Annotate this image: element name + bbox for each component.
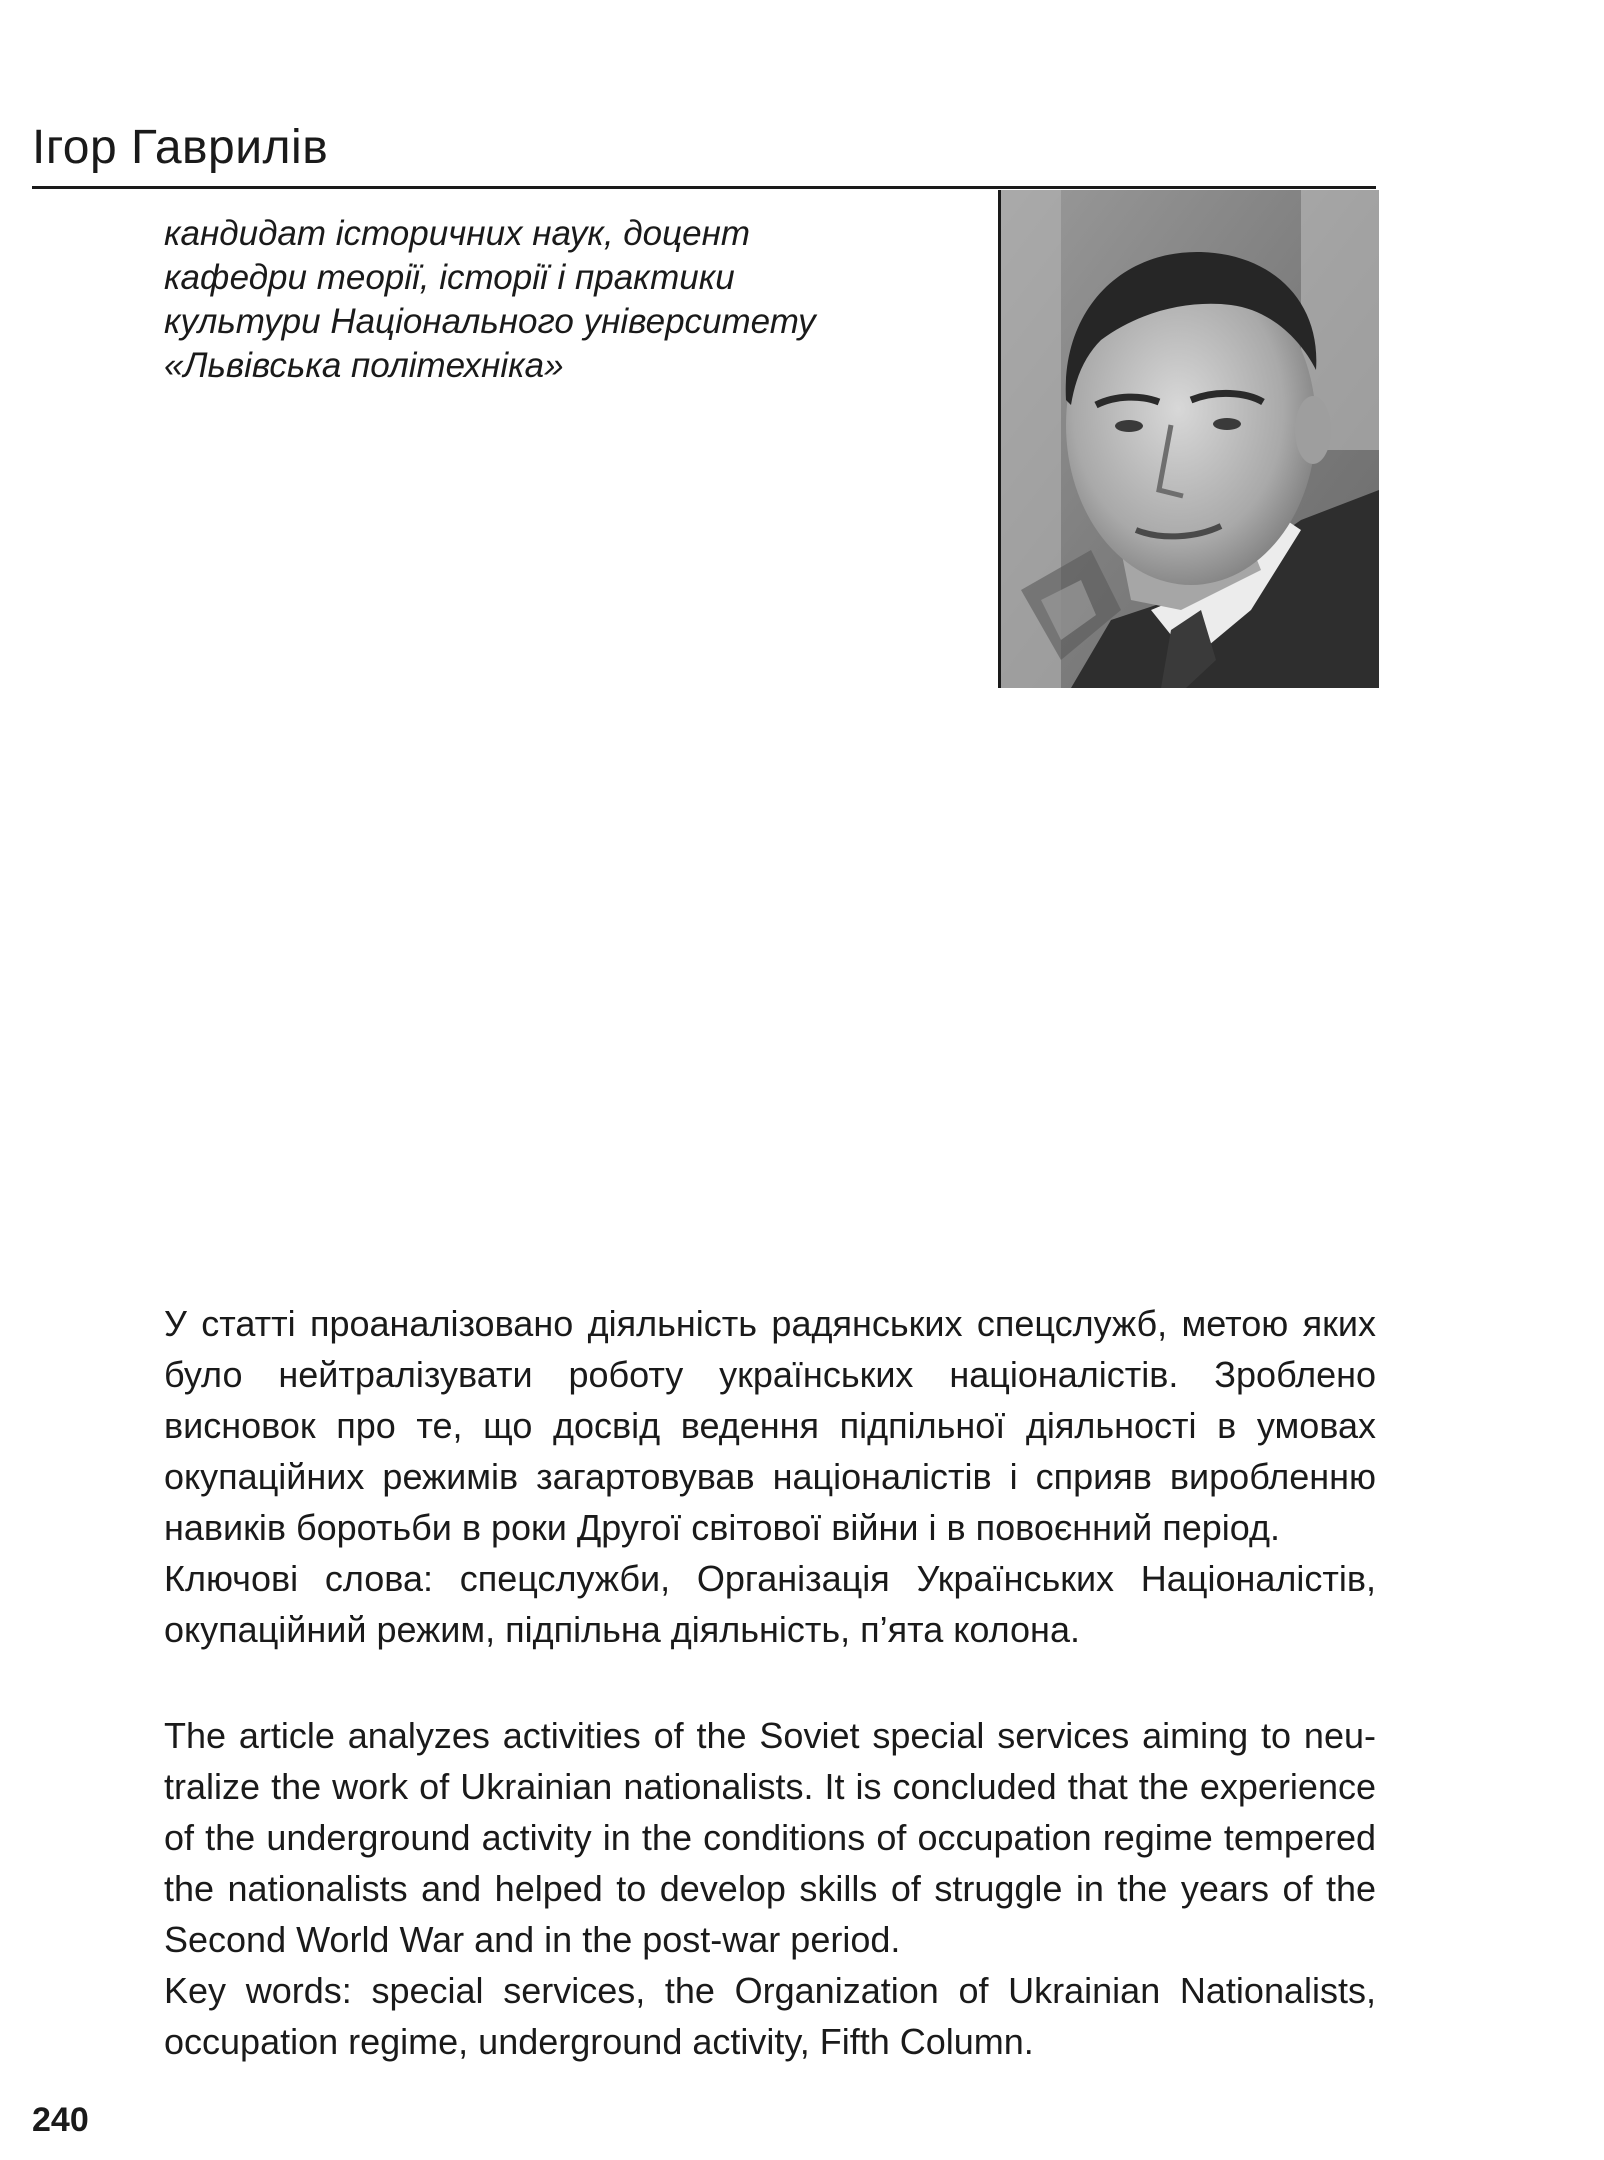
affiliation-line: кандидат історичних наук, доцент xyxy=(164,214,750,253)
abstract-english xyxy=(164,1710,1376,2067)
abstract-text: У статті проаналізовано діяльність радянських спецслужб, метою яких було нейтралізувати роботу українських націоналістів. Зроблено висновок про те, що досвід ведення підпільної діяльності в умовах окупаційних режимів загартовував націоналістів і сприяв виробленню навиків боротьби в роки Другої світової війни і в повоєнний період. xyxy=(164,1303,1376,1548)
header-rule xyxy=(32,186,1376,189)
keywords: Key words: special services, the Organization of Ukrainian Nationalists, occupation regime, underground activity, Fifth Column. xyxy=(164,1970,1376,2062)
keywords: Ключові слова: спецслужби, Організація Українських Націоналістів, окупаційний режим, підпільна діяльність, п’ята колона. xyxy=(164,1558,1376,1650)
abstract-ukrainian xyxy=(164,1298,1376,1655)
page-number: 240 xyxy=(32,2101,89,2139)
affiliation-line: «Львівська політехніка» xyxy=(164,346,564,385)
author-affiliation xyxy=(164,212,964,388)
author-photo xyxy=(998,190,1379,688)
affiliation-line: кафедри теорії, історії і практики xyxy=(164,258,735,297)
affiliation-line: культури Національного університету xyxy=(164,302,816,341)
abstract-text: The article analyzes activities of the Soviet special services aiming to neutralize the work of Ukrainian nationalists. It is concluded that the experience of the underground activity in the conditions of occupation regime tempered the nationalists and helped to develop skills of struggle in the years of the Second World War and in the post-war period. xyxy=(164,1715,1376,1960)
author-name: Ігор Гаврилів xyxy=(32,121,329,174)
